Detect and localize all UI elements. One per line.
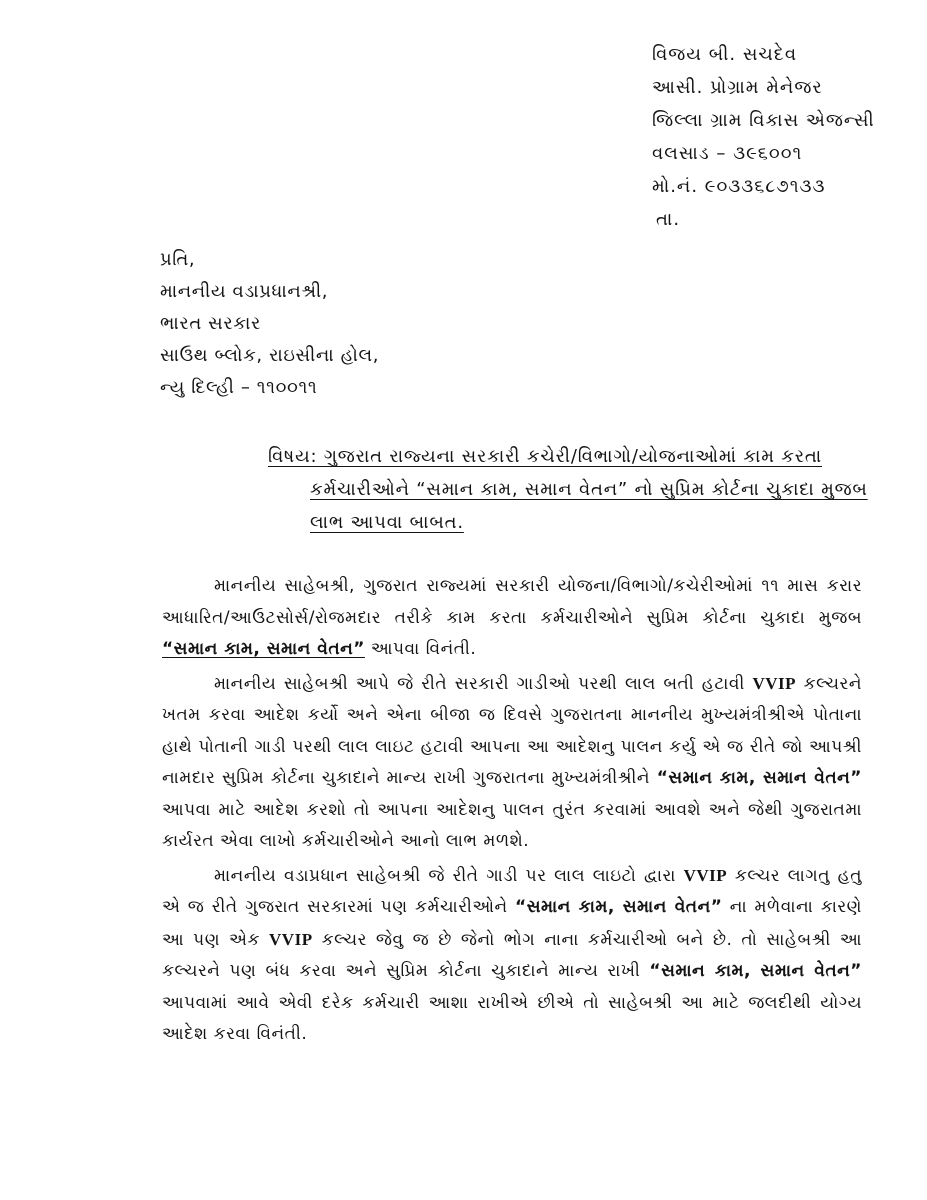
vvip-text: VVIP: [752, 673, 797, 693]
subject-line-3: લાભ આપવા બાબત.: [310, 512, 464, 533]
subject-line-2: કર્મચારીઓને “સમાન કામ, સમાન વેતન” નો સુપ્રિમ કોર્ટના ચુકાદા મુજબ: [310, 479, 868, 500]
recipient-address: સાઉથ બ્લોક, રાઇસીના હોલ,: [160, 345, 380, 366]
vvip-text: VVIP: [683, 865, 728, 885]
letter-date: તા.: [656, 209, 681, 230]
emphasis-equal-pay: “સમાન કામ, સમાન વેતન”: [656, 768, 862, 788]
sender-name: વિજય બી. સચદેવ: [652, 44, 798, 65]
sender-city: વલસાડ – ૩૯૬૦૦૧: [652, 143, 803, 164]
recipient-city: ન્યુ દિલ્હી – ૧૧૦૦૧૧: [160, 377, 318, 398]
emphasis-equal-pay: “સમાન કામ, સમાન વેતન”: [515, 897, 723, 917]
sender-designation: આસી. પ્રોગ્રામ મેનેજર: [652, 77, 823, 98]
letter-body: [162, 571, 862, 1053]
sender-block: [652, 38, 875, 236]
emphasis-equal-pay: “સમાન કામ, સમાન વેતન”: [162, 639, 365, 659]
vvip-text: VVIP: [269, 929, 313, 949]
recipient-government: ભારત સરકાર: [160, 313, 261, 334]
subject-block: [268, 440, 868, 539]
body-paragraph-2: માનનીય સાહેબશ્રી આપે જે રીતે સરકારી ગાડીઓ પરથી લાલ બતી હટાવી VVIP કલ્ચરને ખતમ કરવા આદેશ કર્યો અને એના બીજા જ દિવસે ગુજરાતના માનનીય મુખ્યમંત્રીશ્રીએ પોતાના હાથે પોતાની ગાડી પરથી લાલ લાઇટ હટાવી આપના આ આદેશનુ પાલન કર્યુ એ જ રીતે જો આપશ્રી નામદાર સુપ્રિમ કોર્ટના ચુકાદાને માન્ય રાખી ગુજરાતના મુખ્યમંત્રીશ્રીને “સમાન કામ, સમાન વેતન” આપવા માટે આદેશ કરશો તો આપના આદેશનુ પાલન તુરંત કરવામાં આવશે અને જેથી ગુજરાતમા કાર્યરત એવા લાખો કર્મચારીઓને આનો લાભ મળશે.: [162, 673, 862, 851]
recipient-title: માનનીય વડાપ્રધાનશ્રી,: [160, 281, 329, 302]
emphasis-equal-pay: “સમાન કામ, સમાન વેતન”: [649, 961, 862, 981]
recipient-block: [160, 244, 379, 404]
body-paragraph-1: માનનીય સાહેબશ્રી, ગુજરાત રાજ્યમાં સરકારી યોજના/વિભાગો/કચેરીઓમાં ૧૧ માસ કરાર આધારિત/આઉટસોર્સ/રોજમદાર તરીકે કામ કરતા કર્મચારીઓને સુપ્રિમ કોર્ટના ચુકાદા મુજબ “સમાન કામ, સમાન વેતન” આપવા વિનંતી.: [162, 576, 862, 659]
recipient-prefix: પ્રતિ,: [160, 249, 196, 270]
subject-line-1: વિષય: ગુજરાત રાજ્યના સરકારી કચેરી/વિભાગો/યોજનાઓમાં કામ કરતા: [268, 446, 823, 467]
body-paragraph-3: માનનીય વડાપ્રધાન સાહેબશ્રી જે રીતે ગાડી પર લાલ લાઇટો દ્વારા VVIP કલ્ચર લાગતુ હતુ એ જ રીતે ગુજરાત સરકારમાં પણ કર્મચારીઓને “સમાન કામ, સમાન વેતન” ના મળેવાના કારણે આ પણ એક VVIP કલ્ચર જેવુ જ છે જેનો ભોગ નાના કર્મચારીઓ બને છે. તો સાહેબશ્રી આ કલ્ચરને પણ બંધ કરવા અને સુપ્રિમ કોર્ટના ચુકાદાને માન્ય રાખી “સમાન કામ, સમાન વેતન” આપવામાં આવે એવી દરેક કર્મચારી આશા રાખીએ છીએ તો સાહેબશ્રી આ માટે જલદીથી યોગ્ય આદેશ કરવા વિનંતી.: [162, 865, 863, 1044]
sender-mobile: મો.નં. ૯૦૩૩૬૮૭૧૩૩: [652, 176, 826, 197]
sender-office: જિલ્લા ગ્રામ વિકાસ એજન્સી: [652, 110, 875, 131]
